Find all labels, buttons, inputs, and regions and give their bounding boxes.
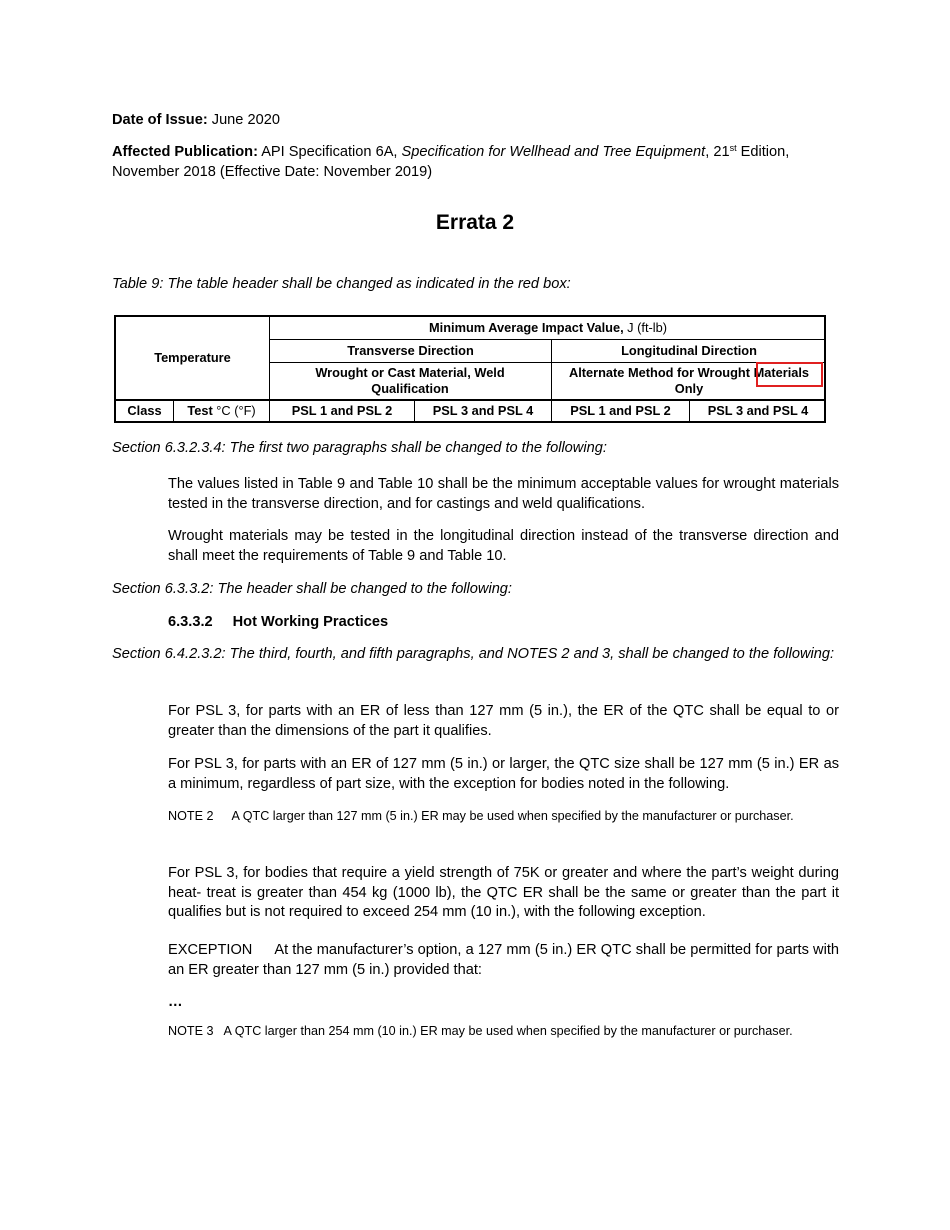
date-of-issue — [112, 111, 842, 131]
exception-label: EXCEPTION — [168, 942, 253, 958]
affected-line-2: November 2018 (Effective Date: November 2019) — [112, 163, 433, 180]
note-3 — [168, 1023, 839, 1040]
header-min-avg-impact — [270, 317, 826, 339]
table-divider — [116, 421, 826, 423]
test-label: Test — [187, 403, 213, 418]
header-psl12-transverse: PSL 1 and PSL 2 — [291, 403, 393, 418]
clause-number: 6.3.3.2 — [168, 614, 213, 630]
impact-value-table — [114, 315, 826, 423]
header-temperature: Temperature — [154, 350, 231, 365]
alternate-materials: Materials — [753, 365, 810, 380]
table-intro: Table 9: The table header shall be changed as indicated in the red box: — [112, 276, 571, 292]
note-3-text: A QTC larger than 254 mm (10 in.) ER may be used when specified by the manufacturer or purchaser. — [223, 1024, 793, 1038]
exception-paragraph — [168, 941, 839, 980]
publication-title: Specification for Wellhead and Tree Equipment — [401, 144, 706, 160]
affected-publication — [112, 143, 840, 182]
note-2 — [168, 807, 839, 826]
note-2-text: A QTC larger than 127 mm (5 in.) ER may be used when specified by the manufacturer or purchaser. — [231, 809, 794, 823]
header-psl34-longitudinal: PSL 3 and PSL 4 — [707, 403, 809, 418]
header-transverse: Transverse Direction — [347, 343, 474, 358]
clause-title: Hot Working Practices — [232, 614, 389, 630]
red-highlight-box — [753, 362, 823, 387]
section3-paragraph-2: For PSL 3, for parts with an ER of 127 mm (5 in.) or larger, the QTC size shall be 127 mm (5 in.) ER as a minimum, regardless of part size, with the exception for bodies noted in the following. — [168, 756, 839, 792]
section3-paragraph-1: For PSL 3, for parts with an ER of less than 127 mm (5 in.), the ER of the QTC shall be equal to or greater than the dimensions of the part it qualifies. — [168, 703, 839, 739]
alternate-post: Only — [674, 381, 704, 396]
min-avg-unit: J (ft-lb) — [623, 320, 667, 335]
clause-6-3-3-2 — [168, 613, 768, 633]
header-psl34-transverse: PSL 3 and PSL 4 — [432, 403, 534, 418]
ellipsis: … — [168, 994, 183, 1010]
section1-paragraph-2: Wrought materials may be tested in the longitudinal direction instead of the transverse direction and shall meet the requirements of Table 9 and Table 10. — [168, 528, 839, 564]
page-title: Errata 2 — [435, 211, 515, 234]
affected-line-1 — [112, 143, 840, 163]
section-6-3-3-2-heading: Section 6.3.3.2: The header shall be changed to the following: — [112, 581, 512, 597]
section1-paragraph-1: The values listed in Table 9 and Table 10 shall be the minimum acceptable values for wrought materials tested in the transverse direction, and for castings and weld qualifications. — [168, 476, 839, 512]
exception-text: At the manufacturer’s option, a 127 mm (5 in.) ER QTC shall be permitted for parts with an ER greater than 127 mm (5 in.) provided that: — [168, 942, 839, 978]
note-3-label: NOTE 3 — [168, 1024, 214, 1038]
header-wrought-cast: Wrought or Cast Material, Weld Qualification — [315, 365, 505, 396]
min-avg-label: Minimum Average Impact Value, — [429, 320, 624, 335]
section-6-3-2-3-4-heading: Section 6.3.2.3.4: The first two paragraphs shall be changed to the following: — [112, 440, 607, 456]
header-longitudinal: Longitudinal Direction — [621, 343, 757, 358]
header-class: Class — [127, 403, 162, 418]
test-unit: °C (°F) — [212, 403, 256, 418]
date-label: Date of Issue: — [112, 112, 208, 128]
section3-paragraph-3: For PSL 3, for bodies that require a yield strength of 75K or greater and where the part’s weight during heat- treat is greater than 454 kg (1000 lb), the QTC ER shall be the same or greater than the part it qualifies but is not required to exceed 254 mm (10 in.), with the following exception. — [168, 865, 839, 920]
section-6-4-2-3-2-heading: Section 6.4.2.3.2: The third, fourth, and fifth paragraphs, and NOTES 2 and 3, shall be changed to the following: — [112, 646, 835, 662]
note-2-label: NOTE 2 — [168, 809, 214, 823]
header-test — [174, 401, 269, 421]
affected-label: Affected Publication: — [112, 144, 258, 160]
affected-edition: , 21 — [705, 144, 730, 160]
affected-post: Edition, — [736, 144, 790, 160]
header-psl12-longitudinal: PSL 1 and PSL 2 — [570, 403, 671, 418]
affected-pre: API Specification 6A, — [261, 144, 402, 160]
date-value: June 2020 — [211, 112, 280, 128]
edition-sup: st — [729, 143, 737, 153]
alternate-pre: Alternate Method for Wrought — [568, 365, 750, 380]
